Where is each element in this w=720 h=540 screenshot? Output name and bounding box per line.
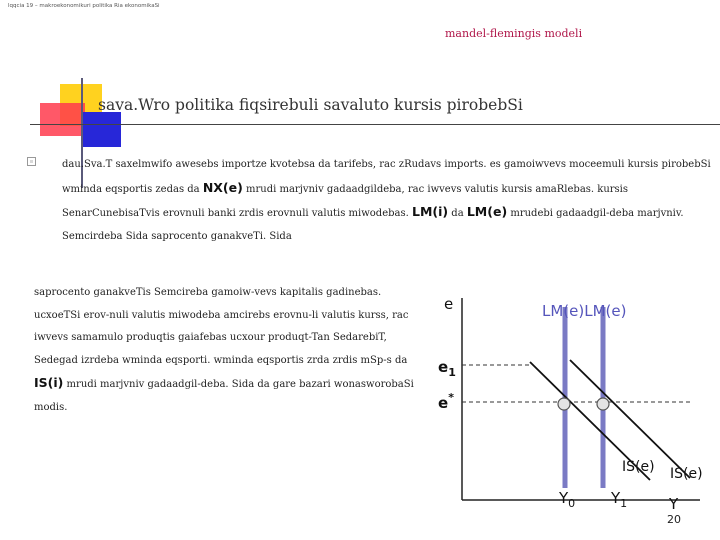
estar-superscript: * xyxy=(448,391,454,404)
slide-title: sava.Wro politika fiqsirebuli savaluto kursis pirobebSi xyxy=(98,96,523,114)
text-span: mrudebi gadaadgil-deba marjvniv. Semcirdeba Sida saprocento ganakveTi. Sida xyxy=(62,208,684,242)
equilibrium-point-0 xyxy=(558,398,570,410)
y0-label xyxy=(558,489,575,510)
estar-main: e xyxy=(438,394,449,412)
page-number: 20 xyxy=(667,513,681,526)
x-axis-label: Y xyxy=(669,495,679,513)
e1-main: e xyxy=(438,358,449,376)
text-span: da xyxy=(448,208,467,219)
y1-main: Y xyxy=(611,489,621,507)
y-axis-label: e xyxy=(444,295,454,313)
topic-header: lqqcia 19 – makroekonomikuri politika Ria ekonomikaSi xyxy=(8,3,160,9)
nx-curve-label: NX(e) xyxy=(202,179,243,195)
text-span: saprocento ganakveTis Semcireba gamoiw-vevs kapitalis gadinebas. ucxoeTSi erov-nuli valutis miwodeba amcirebs erovnu-li valutis kurss, rac iwvevs samamulo produqtis gaiafebas ucxour produqt-Tan SedarebiT, Sedegad izrdeba wminda eqsporti. wminda eqsportis zrda zrdis mSp-s da xyxy=(34,287,409,366)
is-label-1: IS(e) xyxy=(622,459,655,475)
is-i-label: IS(i) xyxy=(34,375,64,390)
text-span: mrudi marjvniv gadaadgildeba, rac iwvevs valutis kursis amaRlebas. kursis SenarCunebisaTvis erovnuli banki zrdis erovnuli valutis miwodebas. xyxy=(62,183,629,219)
lm-e-label: LM(e) xyxy=(466,204,508,219)
lm-i-label: LM(i) xyxy=(411,204,449,219)
text-span: dau.Sva.T saxelmwifo awesebs importze kvotebsa da tarifebs, rac zRudavs imports. es gamoiwvevs moceemuli kursis pirobebSi wminda eqsportis zedas da xyxy=(62,159,711,195)
lm-label: LM(e)LM(e) xyxy=(542,302,627,320)
y1-subscript: 1 xyxy=(620,497,628,510)
y1-label xyxy=(610,489,627,510)
equilibrium-point-1 xyxy=(597,398,609,410)
estar-label xyxy=(438,391,454,412)
y0-subscript: 0 xyxy=(568,497,576,510)
y0-main: Y xyxy=(559,489,569,507)
e1-label xyxy=(438,358,456,379)
section-title: mandel-flemingis modeli xyxy=(445,27,583,40)
text-span: mrudi marjvniv gadaadgil-deba. Sida da gare bazari wonasworobaSi modis. xyxy=(34,379,414,413)
is-label-2: IS(e) xyxy=(670,466,703,482)
e1-subscript: 1 xyxy=(448,366,456,379)
